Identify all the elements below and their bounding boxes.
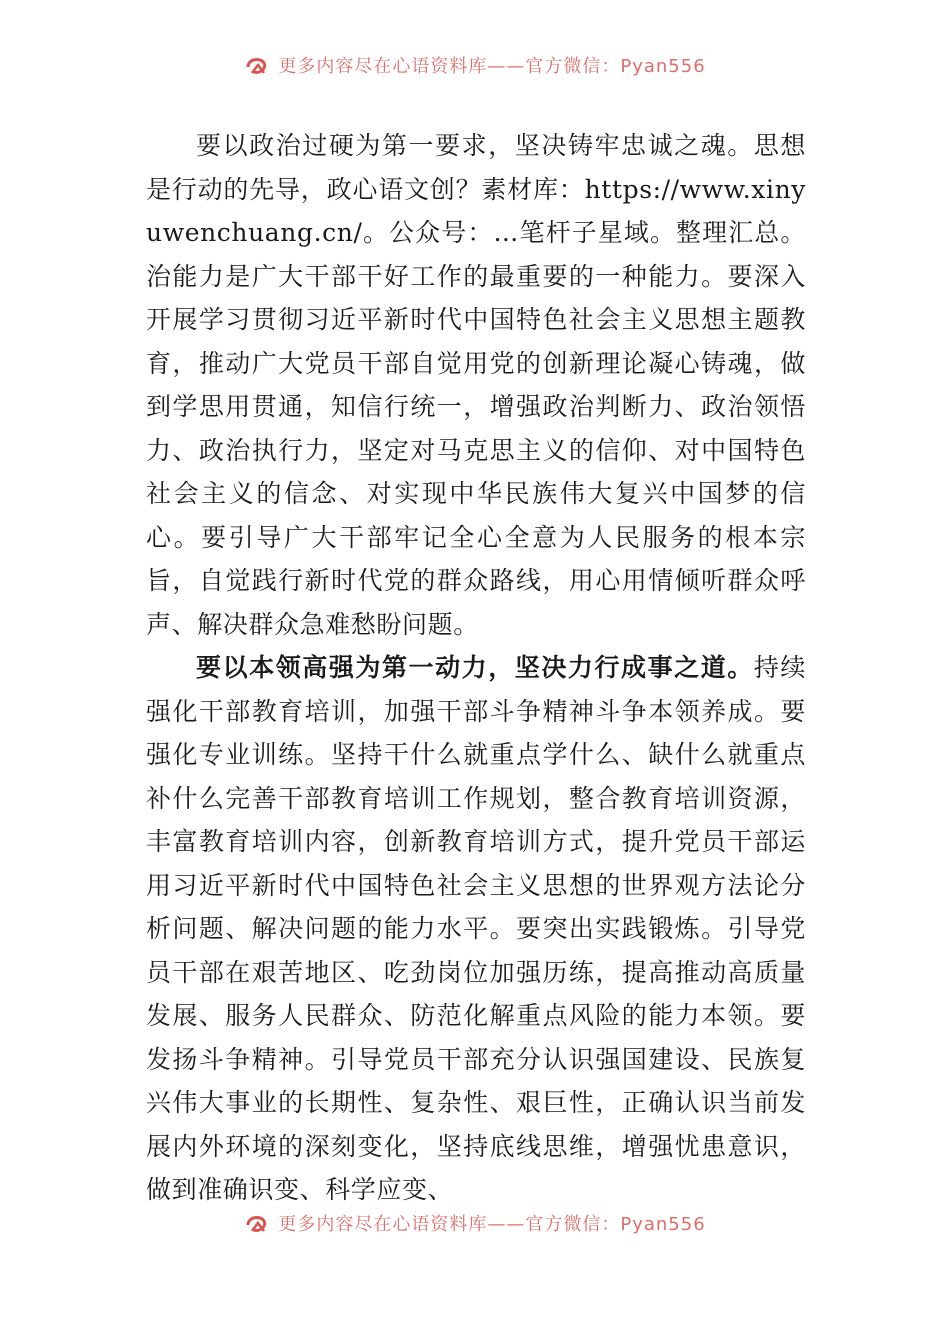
paragraph-2-text: 持续强化干部教育培训，加强干部斗争精神斗争本领养成。要强化专业训练。坚持干什么就重点学什么、缺什么就重点补什么完善干部教育培训工作规划，整合教育培训资源，丰富教育培训内容，创新教育培训方式，提升党员干部运用习近平新时代中国特色社会主义思想的世界观方法论分析问题、解决问题的能力水平。要突出实践锻炼。引导党员干部在艰苦地区、吃劲岗位加强历练，提高推动高质量发展、服务人民群众、防范化解重点风险的能力本领。要发扬斗争精神。引导党员干部充分认识强国建设、民族复兴伟大事业的长期性、复杂性、艰巨性，正确认识当前发展内外环境的深刻变化，坚持底线思维，增强忧患意识，做到准确识变、科学应变、 (146, 653, 806, 1204)
watermark-text: 更多内容尽在心语资料库——官方微信：Pyan556 (278, 1214, 706, 1235)
document-body (146, 124, 806, 1212)
watermark-header (0, 50, 950, 80)
paragraph-1 (146, 124, 806, 646)
logo-icon (244, 1211, 272, 1235)
watermark-text: 更多内容尽在心语资料库——官方微信：Pyan556 (278, 56, 706, 77)
logo-icon (244, 53, 272, 77)
paragraph-2 (146, 646, 806, 1212)
watermark-footer (0, 1208, 950, 1238)
paragraph-2-heading: 要以本领高强为第一动力，坚决力行成事之道。 (196, 653, 754, 682)
paragraph-1-text: 要以政治过硬为第一要求，坚决铸牢忠诚之魂。思想是行动的先导，政心语文创？素材库：https://www.xinyuwenchuang.cn/。公众号：…笔杆子星域。整理汇总。治能力是广大干部干好工作的最重要的一种能力。要深入开展学习贯彻习近平新时代中国特色社会主义思想主题教育，推动广大党员干部自觉用党的创新理论凝心铸魂，做到学思用贯通，知信行统一，增强政治判断力、政治领悟力、政治执行力，坚定对马克思主义的信仰、对中国特色社会主义的信念、对实现中华民族伟大复兴中国梦的信心。要引导广大干部牢记全心全意为人民服务的根本宗旨，自觉践行新时代党的群众路线，用心用情倾听群众呼声、解决群众急难愁盼问题。 (146, 131, 806, 639)
